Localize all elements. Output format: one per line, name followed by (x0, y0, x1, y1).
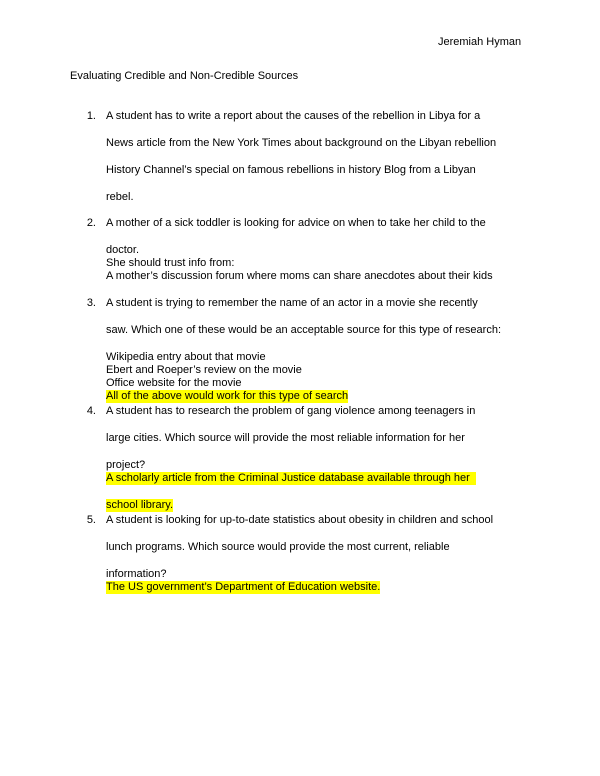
q3-answer-highlight: All of the above would work for this type of search (106, 390, 349, 402)
q4-line-2: large cities. Which source will provide the most reliable information for her (106, 432, 465, 444)
list-number-1: 1. (86, 110, 96, 122)
q2-line-4: A mother’s discussion forum where moms can share anecdotes about their kids (106, 270, 493, 282)
q4-answer-highlight-line-2: school library. (106, 499, 174, 511)
q1-line-4: rebel. (106, 191, 134, 203)
q3-line-2: saw. Which one of these would be an acceptable source for this type of research: (106, 324, 502, 336)
q1-line-3: History Channel’s special on famous rebellions in history Blog from a Libyan (106, 164, 476, 176)
list-number-3: 3. (86, 297, 96, 309)
q4-line-1: A student has to research the problem of gang violence among teenagers in (106, 405, 476, 417)
q1-line-2: News article from the New York Times about background on the Libyan rebellion (106, 137, 497, 149)
q1-line-1: A student has to write a report about the causes of the rebellion in Libya for a (106, 110, 481, 122)
q2-line-2: doctor. (106, 244, 140, 256)
q3-option-1: Wikipedia entry about that movie (106, 351, 266, 363)
list-number-5: 5. (86, 514, 96, 526)
q5-line-2: lunch programs. Which source would provide the most current, reliable (106, 541, 450, 553)
q5-line-3: information? (106, 568, 167, 580)
q5-answer-highlight: The US government’s Department of Education website. (106, 581, 381, 593)
q3-option-2: Ebert and Roeper’s review on the movie (106, 364, 302, 376)
author-name: Jeremiah Hyman (438, 36, 522, 48)
q4-answer-highlight-line-1: A scholarly article from the Criminal Justice database available through her (106, 472, 476, 485)
q2-line-1: A mother of a sick toddler is looking for advice on when to take her child to the (106, 217, 486, 229)
list-number-4: 4. (86, 405, 96, 417)
q5-line-1: A student is looking for up-to-date statistics about obesity in children and school (106, 514, 494, 526)
q4-line-3: project? (106, 459, 146, 471)
document-title: Evaluating Credible and Non-Credible Sources (70, 70, 299, 82)
list-number-2: 2. (86, 217, 96, 229)
q2-line-3: She should trust info from: (106, 257, 235, 269)
q3-option-3: Office website for the movie (106, 377, 242, 389)
q3-line-1: A student is trying to remember the name of an actor in a movie she recently (106, 297, 478, 309)
